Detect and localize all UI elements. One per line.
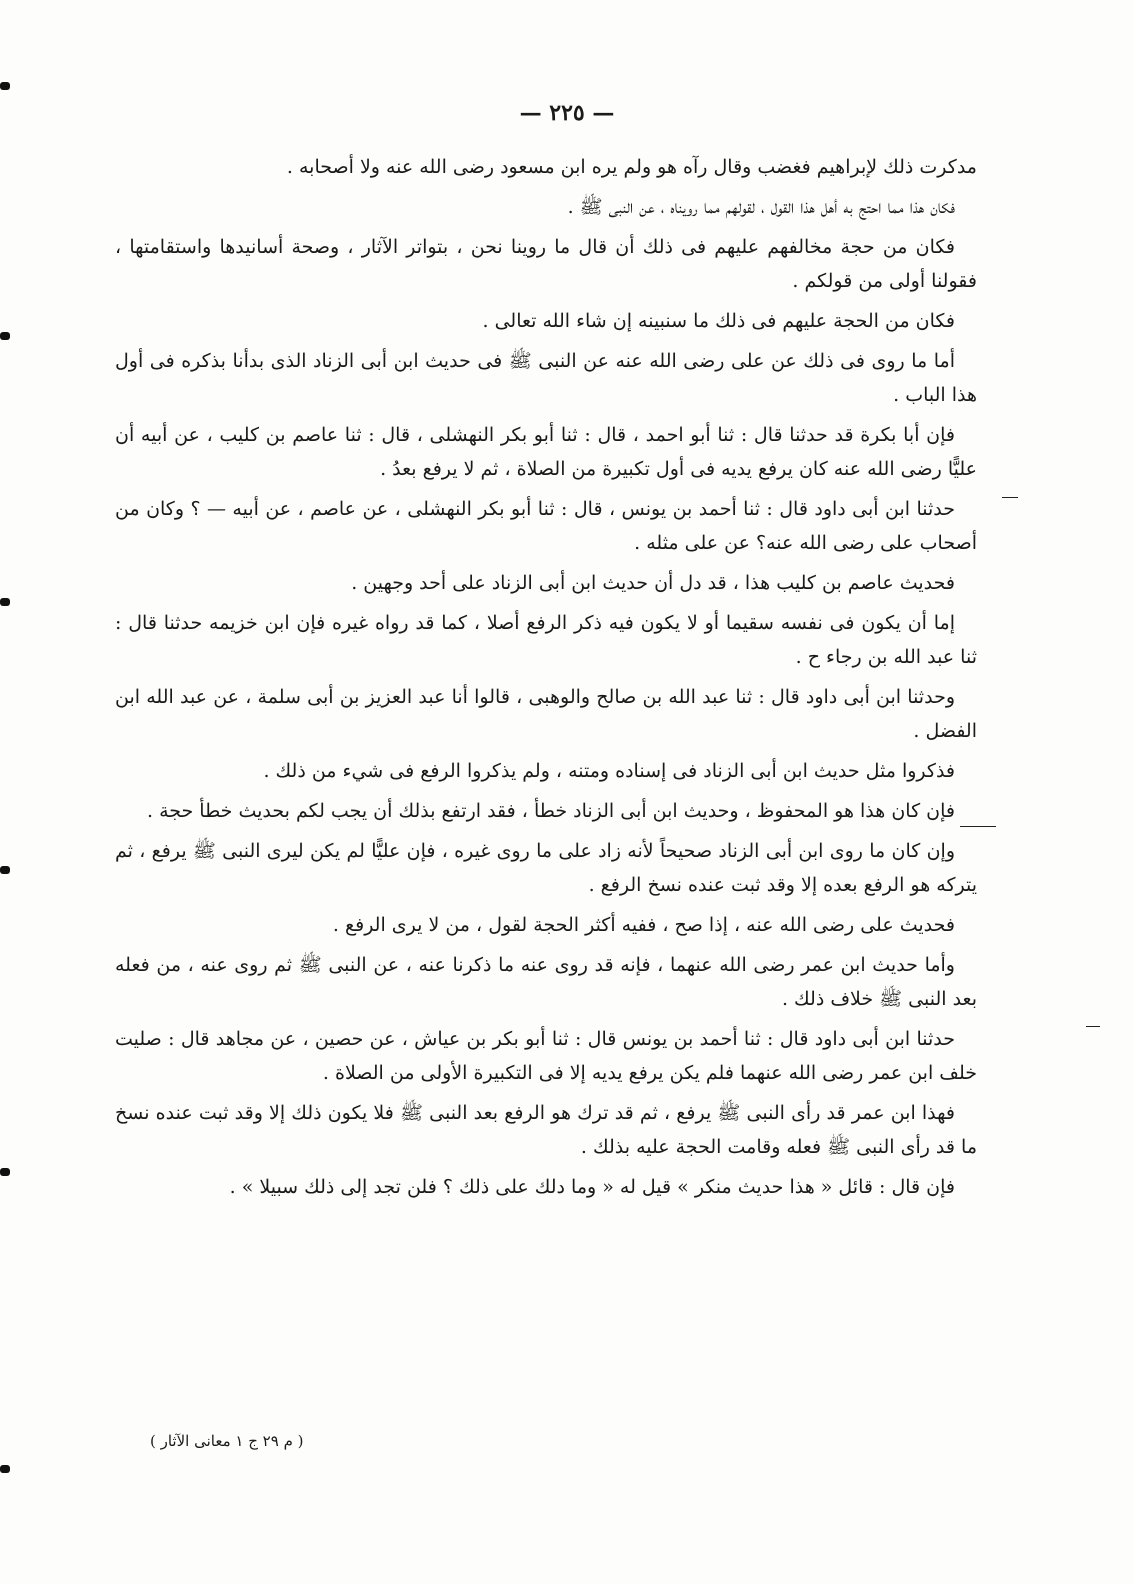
document-text	[115, 150, 977, 1210]
paragraph: فإن قال : قائل « هذا حديث منكر » قيل له « وما دلك على ذلك ؟ فلن تجد إلى ذلك سبيلا » .	[229, 1176, 955, 1198]
margin-mark	[0, 332, 10, 340]
paragraph: فذكروا مثل حديث ابن أبى الزناد فى إسناده ومتنه ، ولم يذكروا الرفع فى شيء من ذلك .	[263, 760, 955, 782]
paragraph: فكان من الحجة عليهم فى ذلك ما سنبينه إن شاء الله تعالى .	[482, 310, 955, 332]
paragraph: فهذا ابن عمر قد رأى النبى ﷺ يرفع ، ثم قد ترك هو الرفع بعد النبى ﷺ فلا يكون ذلك إلا وقد ثبت عنده نسخ ما قد رأى النبى ﷺ فعله وقامت الحجة عليه بذلك .	[115, 1102, 977, 1158]
paragraph: فكان من حجة مخالفهم عليهم فى ذلك أن قال ما روينا نحن ، بتواتر الآثار ، وصحة أسانيدها واستقامتها ، فقولنا أولى من قولكم .	[115, 236, 977, 292]
paragraph: فإن أبا بكرة قد حدثنا قال : ثنا أبو احمد ، قال : ثنا أبو بكر النهشلى ، قال : ثنا عاصم بن كليب ، عن أبيه أن عليًّا رضى الله عنه كان يرفع يديه فى أول تكبيرة من الصلاة ، ثم لا يرفع بعدُ .	[115, 424, 977, 480]
paragraph: وأما حديث ابن عمر رضى الله عنهما ، فإنه قد روى عنه ما ذكرنا عنه ، عن النبى ﷺ ثم روى عنه ، من فعله بعد النبى ﷺ خلاف ذلك .	[115, 954, 977, 1010]
margin-mark	[0, 1465, 10, 1473]
paragraph: مدكرت ذلك لإبراهيم فغضب وقال رآه هو ولم يره ابن مسعود رضى الله عنه ولا أصحابه .	[286, 156, 977, 178]
paragraph: وإن كان ما روى ابن أبى الزناد صحيحاً لأنه زاد على ما روى غيره ، فإن عليًّا لم يكن ليرى النبى ﷺ يرفع ، ثم يتركه هو الرفع بعده إلا وقد ثبت عنده نسخ الرفع .	[115, 840, 977, 896]
paragraph: حدثنا ابن أبى داود قال : ثنا أحمد بن يونس قال : ثنا أبو بكر بن عياش ، عن حصين ، عن مجاهد قال : صليت خلف ابن عمر رضى الله عنهما فلم يكن يرفع يديه إلا فى التكبيرة الأولى من الصلاة .	[115, 1028, 977, 1084]
margin-line	[1086, 1026, 1100, 1027]
margin-mark	[0, 1168, 10, 1176]
margin-mark	[0, 82, 10, 90]
paragraph: أما ما روى فى ذلك عن على رضى الله عنه عن النبى ﷺ فى حديث ابن أبى الزناد الذى بدأنا بذكره فى أول هذا الباب .	[115, 350, 977, 406]
margin-mark	[0, 866, 10, 874]
footer-note: ( م ٢٩ ج ١ معانى الآثار )	[150, 1432, 304, 1450]
paragraph: فإن كان هذا هو المحفوظ ، وحديث ابن أبى الزناد خطأ ، فقد ارتفع بذلك أن يجب لكم بحديث خطأ حجة .	[146, 800, 955, 822]
page-number: — ٢٢٥ —	[519, 100, 615, 126]
paragraph: فكان هذا مما احتج به أهل هذا القول ، لقولهم مما رويناه ، عن النبى ﷺ .	[567, 196, 955, 218]
margin-mark	[0, 598, 10, 606]
margin-line	[1002, 497, 1018, 498]
margin-line	[960, 826, 996, 827]
paragraph: حدثنا ابن أبى داود قال : ثنا أحمد بن يونس ، قال : ثنا أبو بكر النهشلى ، عن عاصم ، عن أبيه — ؟ وكان من أصحاب على رضى الله عنه؟ عن على مثله .	[115, 498, 977, 554]
paragraph: فحديث عاصم بن كليب هذا ، قد دل أن حديث ابن أبى الزناد على أحد وجهين .	[351, 572, 955, 594]
paragraph: إما أن يكون فى نفسه سقيما أو لا يكون فيه ذكر الرفع أصلا ، كما قد رواه غيره فإن ابن خزيمه حدثنا قال : ثنا عبد الله بن رجاء ح .	[115, 612, 977, 668]
paragraph: فحديث على رضى الله عنه ، إذا صح ، ففيه أكثر الحجة لقول ، من لا يرى الرفع .	[332, 914, 955, 936]
paragraph: وحدثنا ابن أبى داود قال : ثنا عبد الله بن صالح والوهبى ، قالوا أنا عبد العزيز بن أبى سلمة ، عن عبد الله ابن الفضل .	[115, 686, 977, 742]
